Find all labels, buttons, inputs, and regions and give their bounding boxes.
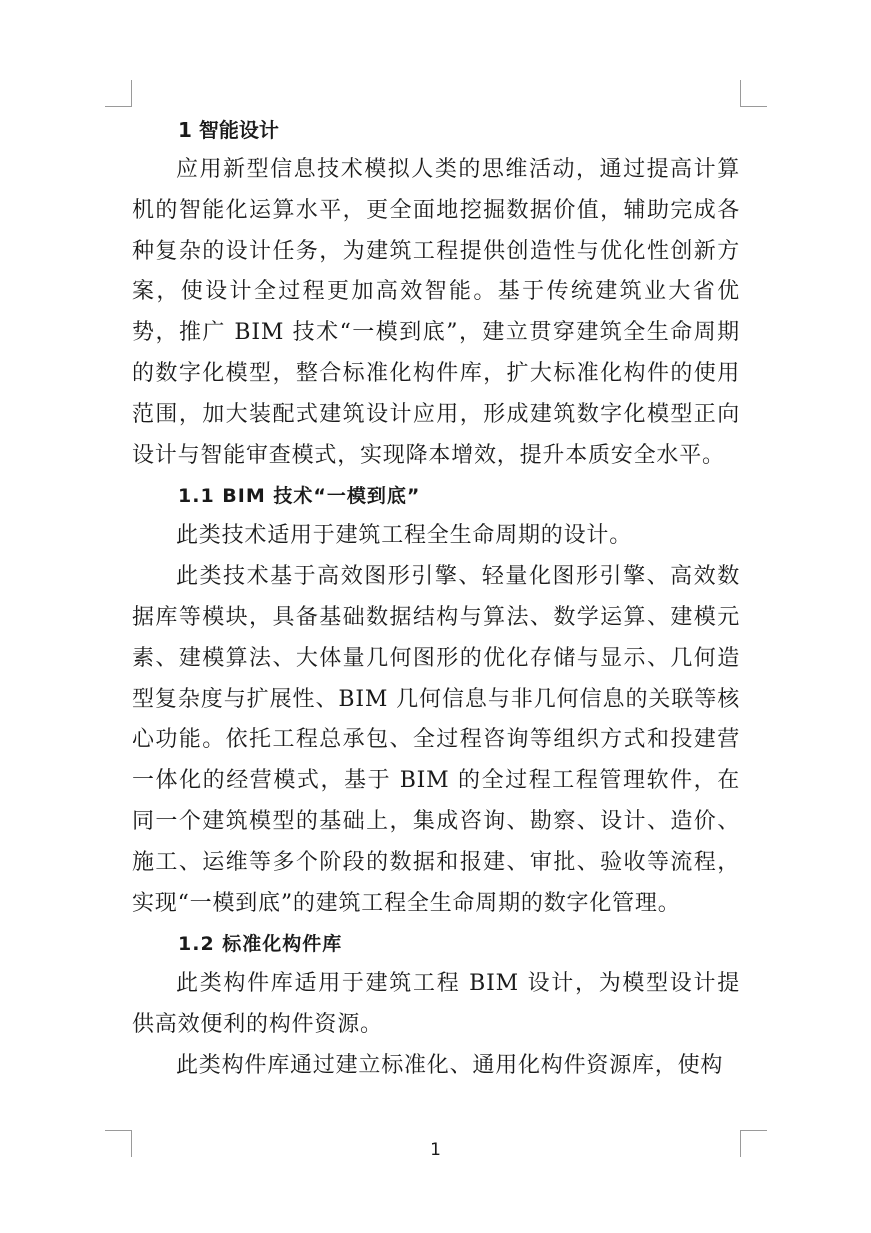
section-1-heading: 1 智能设计 [178, 118, 279, 142]
section-1-1-heading: 1.1 BIM 技术“一模到底” [178, 485, 421, 508]
crop-mark-top-right [740, 80, 767, 107]
section-1-paragraph: 应用新型信息技术模拟人类的思维活动，通过提高计算机的智能化运算水平，更全面地挖掘数据价值，辅助完成各种复杂的设计任务，为建筑工程提供创造性与优化性创新方案，使设计全过程更加高效智能。基于传统建筑业大省优势，推广 BIM 技术“一模到底”，建立贯穿建筑全生命周期的数字化模型，整合标准化构件库，扩大标准化构件的使用范围，加大装配式建筑设计应用，形成建筑数字化模型正向设计与智能审查模式，实现降本增效，提升本质安全水平。 [132, 157, 740, 468]
page-body [132, 110, 740, 1087]
section-1-2-paragraph-1: 此类构件库适用于建筑工程 BIM 设计，为模型设计提供高效便利的构件资源。 [132, 971, 740, 1038]
page-number: 1 [430, 1140, 441, 1160]
section-1-2-paragraph-2: 此类构件库通过建立标准化、通用化构件资源库，使构 [176, 1052, 724, 1078]
crop-mark-top-left [105, 80, 132, 107]
section-1-1-paragraph-1: 此类技术适用于建筑工程全生命周期的设计。 [176, 523, 633, 549]
section-1-1-paragraph-2: 此类技术基于高效图形引擎、轻量化图形引擎、高效数据库等模块，具备基础数据结构与算法、数学运算、建模元素、建模算法、大体量几何图形的优化存储与显示、几何造型复杂度与扩展性、BIM 几何信息与非几何信息的关联等核心功能。依托工程总承包、全过程咨询等组织方式和投建营一体化的经营模式，基于 BIM 的全过程工程管理软件，在同一个建筑模型的基础上，集成咨询、勘察、设计、造价、施工、运维等多个阶段的数据和报建、审批、验收等流程，实现“一模到底”的建筑工程全生命周期的数字化管理。 [132, 564, 740, 916]
section-1-2-heading: 1.2 标准化构件库 [178, 933, 343, 956]
